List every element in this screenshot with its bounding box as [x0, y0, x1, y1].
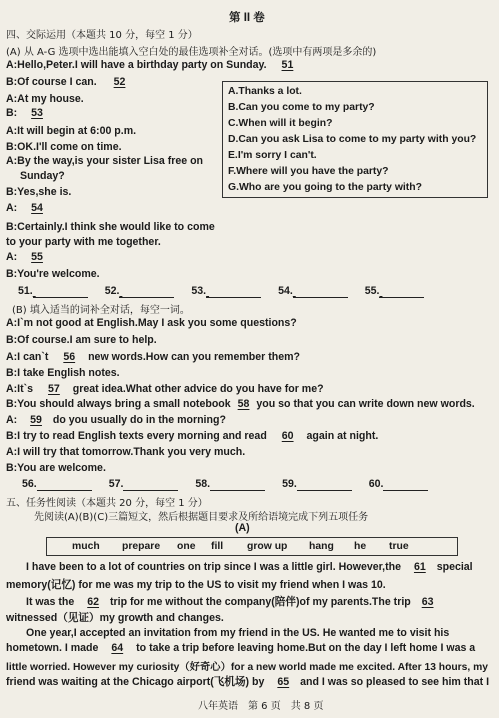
page-footer: 八年英语 第 6 页 共 8 页	[198, 701, 324, 712]
dialog-line: A:It`s 57 great idea.What other advice do you have for me?	[6, 383, 324, 395]
word-box-item: grow up	[247, 541, 288, 552]
word-box-item: fill	[211, 541, 224, 552]
option-d: D.Can you ask Lisa to come to my party with you?	[228, 134, 477, 145]
dialog-line: Sunday?	[20, 170, 65, 182]
answer-blank-56[interactable]	[37, 478, 92, 491]
answer-blank-51[interactable]	[33, 285, 88, 298]
dialog-line: B:I try to read English texts every morning and read 60 again at night.	[6, 430, 379, 442]
answer-blank-54[interactable]	[293, 285, 348, 298]
word-box	[46, 537, 458, 556]
section5-instruction: 先阅读(A)(B)(C)三篇短文，然后根据题目要求及所给语境完成下列五项任务	[34, 512, 369, 523]
blank-59[interactable]: 59	[30, 414, 42, 426]
blank-63[interactable]: 63	[421, 596, 434, 608]
answer-blank-52[interactable]	[119, 285, 174, 298]
answer-row-b: 56. 57. 58. 59. 60.	[22, 478, 428, 491]
blank-55[interactable]: 55	[31, 251, 43, 263]
option-f: F.Where will you have the party?	[228, 166, 389, 177]
dialog-line: B:OK.I'll come on time.	[6, 141, 122, 153]
section4-title: 四、交际运用（本题共 10 分，每空 1 分）	[6, 30, 198, 41]
word-box-item: true	[389, 541, 409, 552]
option-c: C.When will it begin?	[228, 118, 333, 129]
word-box-item: prepare	[122, 541, 161, 552]
blank-53[interactable]: 53	[31, 107, 43, 119]
option-a: A.Thanks a lot.	[228, 86, 302, 97]
part-header: 第 II 卷	[229, 12, 265, 24]
dialog-line: B:Certainly.I think she would like to come	[6, 221, 215, 233]
answer-blank-58[interactable]	[210, 478, 265, 491]
dialog-line: to your party with me together.	[6, 236, 161, 248]
blank-54[interactable]: 54	[31, 202, 43, 214]
answer-blank-60[interactable]	[383, 478, 428, 491]
dialog-line: A:By the way,is your sister Lisa free on	[6, 155, 204, 167]
blank-64[interactable]: 64	[111, 642, 124, 654]
passage-line: One year,I accepted an invitation from my friend in the US. He wanted me to visit his	[26, 627, 450, 639]
option-g: G.Who are you going to the party with?	[228, 182, 422, 193]
blank-62[interactable]: 62	[87, 596, 100, 608]
section5-title: 五、任务性阅读（本题共 20 分，每空 1 分）	[6, 498, 208, 509]
blank-52[interactable]: 52	[113, 76, 126, 88]
dialog-line: B:You should always bring a small notebook 58 you so that you can write down new words.	[6, 398, 475, 410]
option-b: B.Can you come to my party?	[228, 102, 375, 113]
partB-instruction: (B) 填入适当的词补全对话，每空一词。	[12, 305, 190, 316]
passage-line: little worried. However my curiosity（好奇心）for a new world made me excited. After 13 hours, my	[6, 662, 488, 673]
blank-51[interactable]: 51	[281, 59, 294, 71]
dialog-line: B:Of course I can. 52	[6, 76, 137, 88]
dialog-line: A:I will try that tomorrow.Thank you very much.	[6, 446, 246, 458]
answer-row-a: 51. 52. 53. 54. 55.	[18, 285, 424, 298]
passage-line: hometown. I made 64 to take a trip before leaving home.But on the day I left home I was a	[6, 642, 476, 654]
dialog-line: B:Of course.I am sure to help.	[6, 334, 157, 346]
word-box-item: he	[354, 541, 367, 552]
blank-57[interactable]: 57	[48, 383, 60, 395]
option-e: E.I'm sorry I can't.	[228, 150, 317, 161]
passage-line: memory(记忆) for me was my trip to the US to visit my friend when I was 10.	[6, 579, 386, 591]
answer-blank-57[interactable]	[123, 478, 178, 491]
blank-65[interactable]: 65	[277, 676, 290, 688]
word-box-item: hang	[309, 541, 334, 552]
blank-56[interactable]: 56	[63, 351, 76, 363]
options-box	[222, 81, 488, 198]
dialog-line: A: 55	[6, 251, 52, 263]
dialog-line: B: 53	[6, 107, 52, 119]
dialog-line: A:I`m not good at English.May I ask you some questions?	[6, 317, 297, 329]
word-box-item: one	[177, 541, 196, 552]
answer-blank-59[interactable]	[297, 478, 352, 491]
dialog-line: B:I take English notes.	[6, 367, 120, 379]
blank-60[interactable]: 60	[281, 430, 294, 442]
dialog-line: A: 54	[6, 202, 52, 214]
passage-line: friend was waiting at the Chicago airport(飞机场) by 65 and I was so pleased to see him that I	[6, 676, 490, 688]
answer-blank-53[interactable]	[206, 285, 261, 298]
dialog-line: A: 59 do you usually do in the morning?	[6, 414, 226, 426]
blank-61[interactable]: 61	[413, 561, 426, 573]
word-box-item: much	[72, 541, 100, 552]
dialog-line: A:I can`t 56 new words.How can you remember them?	[6, 351, 300, 363]
dialog-line: B:Yes,she is.	[6, 186, 72, 198]
dialog-line: A:Hello,Peter.I will have a birthday party on Sunday. 51	[6, 59, 303, 71]
dialog-line: B:You are welcome.	[6, 462, 106, 474]
passage-label: (A)	[235, 522, 250, 534]
answer-blank-55[interactable]	[379, 285, 424, 298]
dialog-line: A:At my house.	[6, 93, 84, 105]
partA-instruction: (A) 从 A-G 选项中选出能填入空白处的最佳选项补全对话。(选项中有两项是多余的)	[6, 47, 377, 58]
blank-58[interactable]: 58	[237, 398, 250, 410]
passage-line: witnessed（见证）my growth and changes.	[6, 612, 224, 624]
passage-line: It was the 62 trip for me without the company(陪伴)of my parents.The trip 63	[26, 596, 434, 608]
dialog-line: B:You're welcome.	[6, 268, 100, 280]
passage-line: I have been to a lot of countries on trip since I was a little girl. However,the 61 special	[26, 561, 473, 573]
dialog-line: A:It will begin at 6:00 p.m.	[6, 125, 137, 137]
